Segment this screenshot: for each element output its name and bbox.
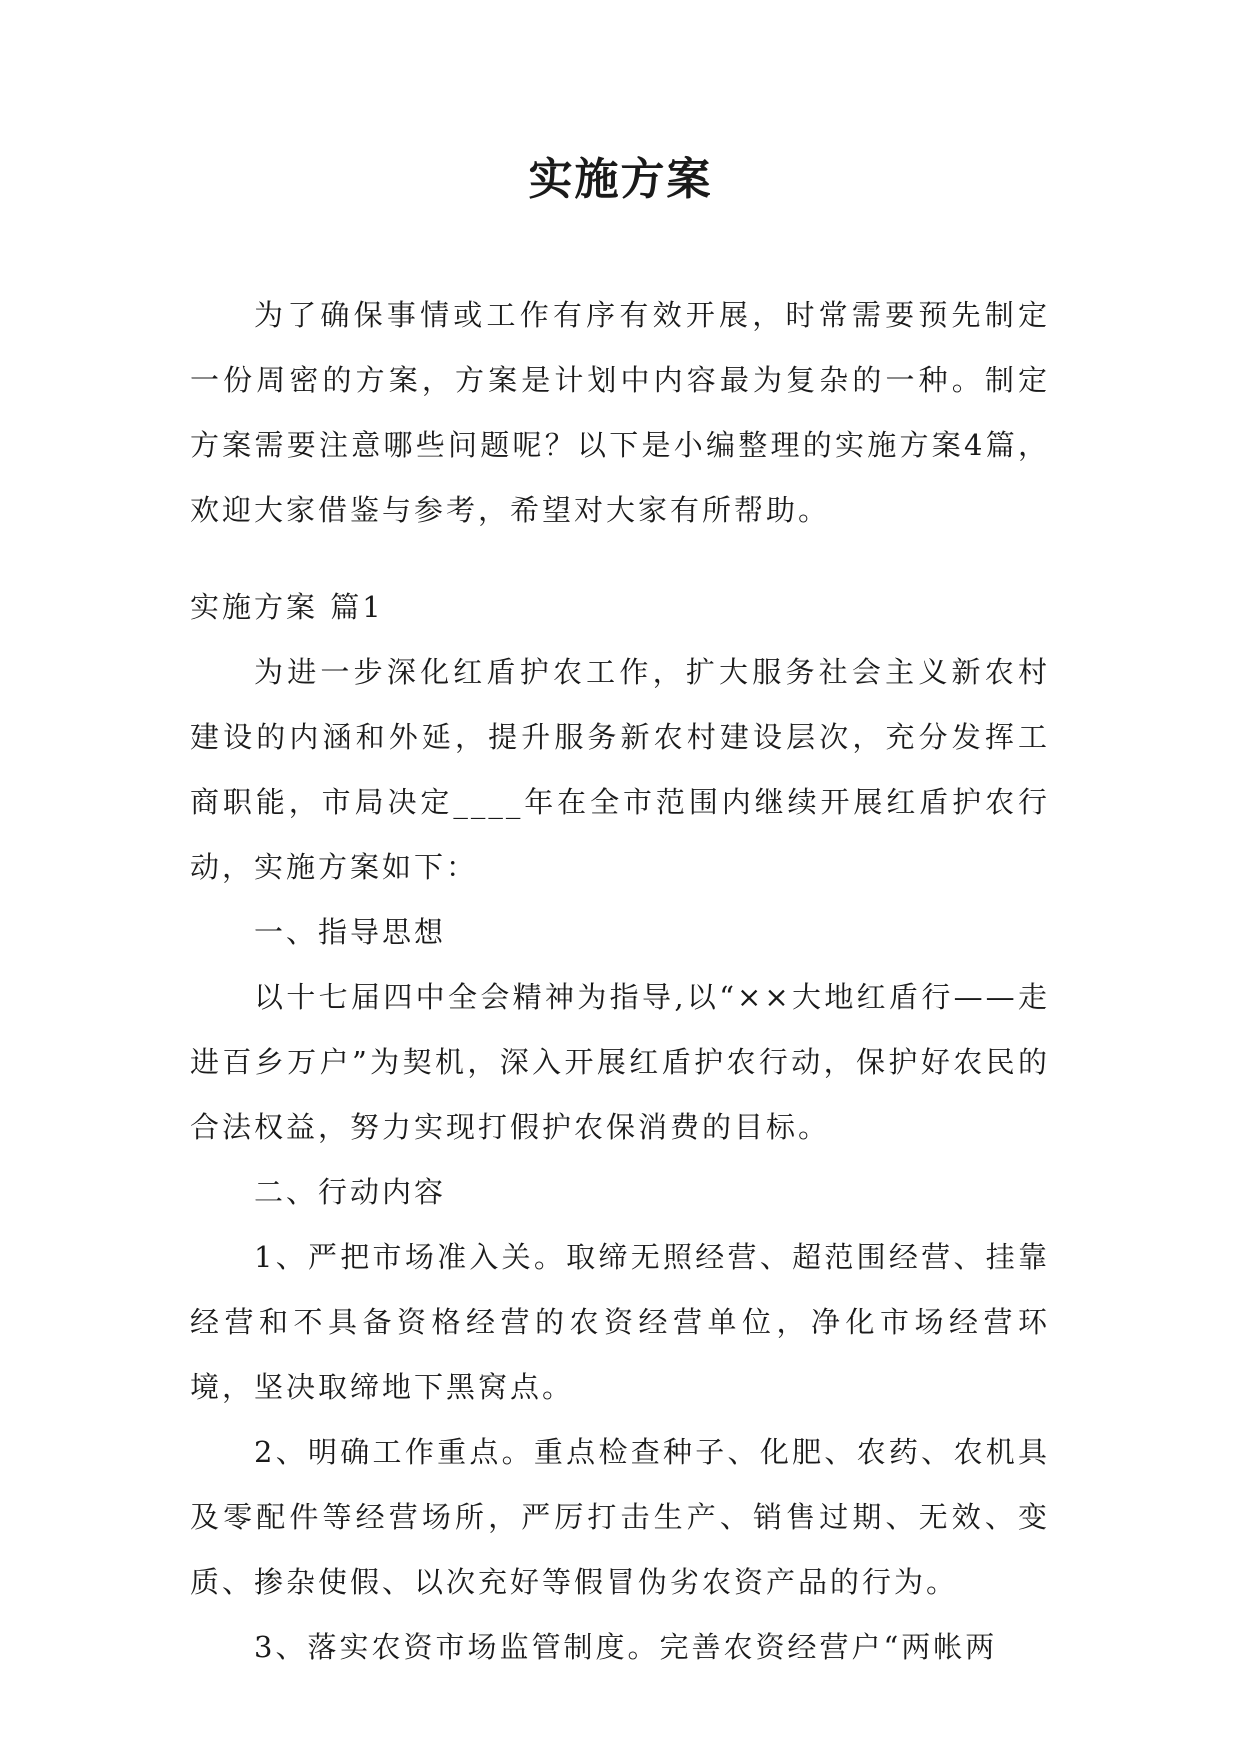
subheading-guiding-ideology: 一、指导思想 [254,915,447,949]
article-paragraph-2: 以十七届四中全会精神为指导,以“××大地红盾行——走进百乡万户”为契机，深入开展红盾护农行动，保护好农民的合法权益，努力实现打假护农保消费的目标。 [190,980,1050,1144]
article-paragraph-1: 为进一步深化红盾护农工作，扩大服务社会主义新农村建设的内涵和外延，提升服务新农村建设层次，充分发挥工商职能，市局决定____年在全市范围内继续开展红盾护农行动，实施方案如下： [190,655,1050,884]
action-item-3: 3、落实农资市场监管制度。完善农资经营户“两帐两 [254,1630,998,1664]
action-item-2: 2、明确工作重点。重点检查种子、化肥、农药、农机具及零配件等经营场所，严厉打击生产、销售过期、无效、变质、掺杂使假、以次充好等假冒伪劣农资产品的行为。 [190,1435,1050,1599]
intro-section [190,283,1050,543]
intro-paragraph: 为了确保事情或工作有序有效开展，时常需要预先制定一份周密的方案，方案是计划中内容最为复杂的一种。制定方案需要注意哪些问题呢？以下是小编整理的实施方案4篇，欢迎大家借鉴与参考，希望对大家有所帮助。 [190,298,1050,527]
article-1 [190,575,1050,1680]
document-title: 实施方案 [528,154,713,205]
article-heading: 实施方案 篇1 [190,590,384,624]
action-item-1: 1、严把市场准入关。取缔无照经营、超范围经营、挂靠经营和不具备资格经营的农资经营单位，净化市场经营环境，坚决取缔地下黑窝点。 [190,1240,1050,1404]
subheading-action-content: 二、行动内容 [254,1175,447,1209]
